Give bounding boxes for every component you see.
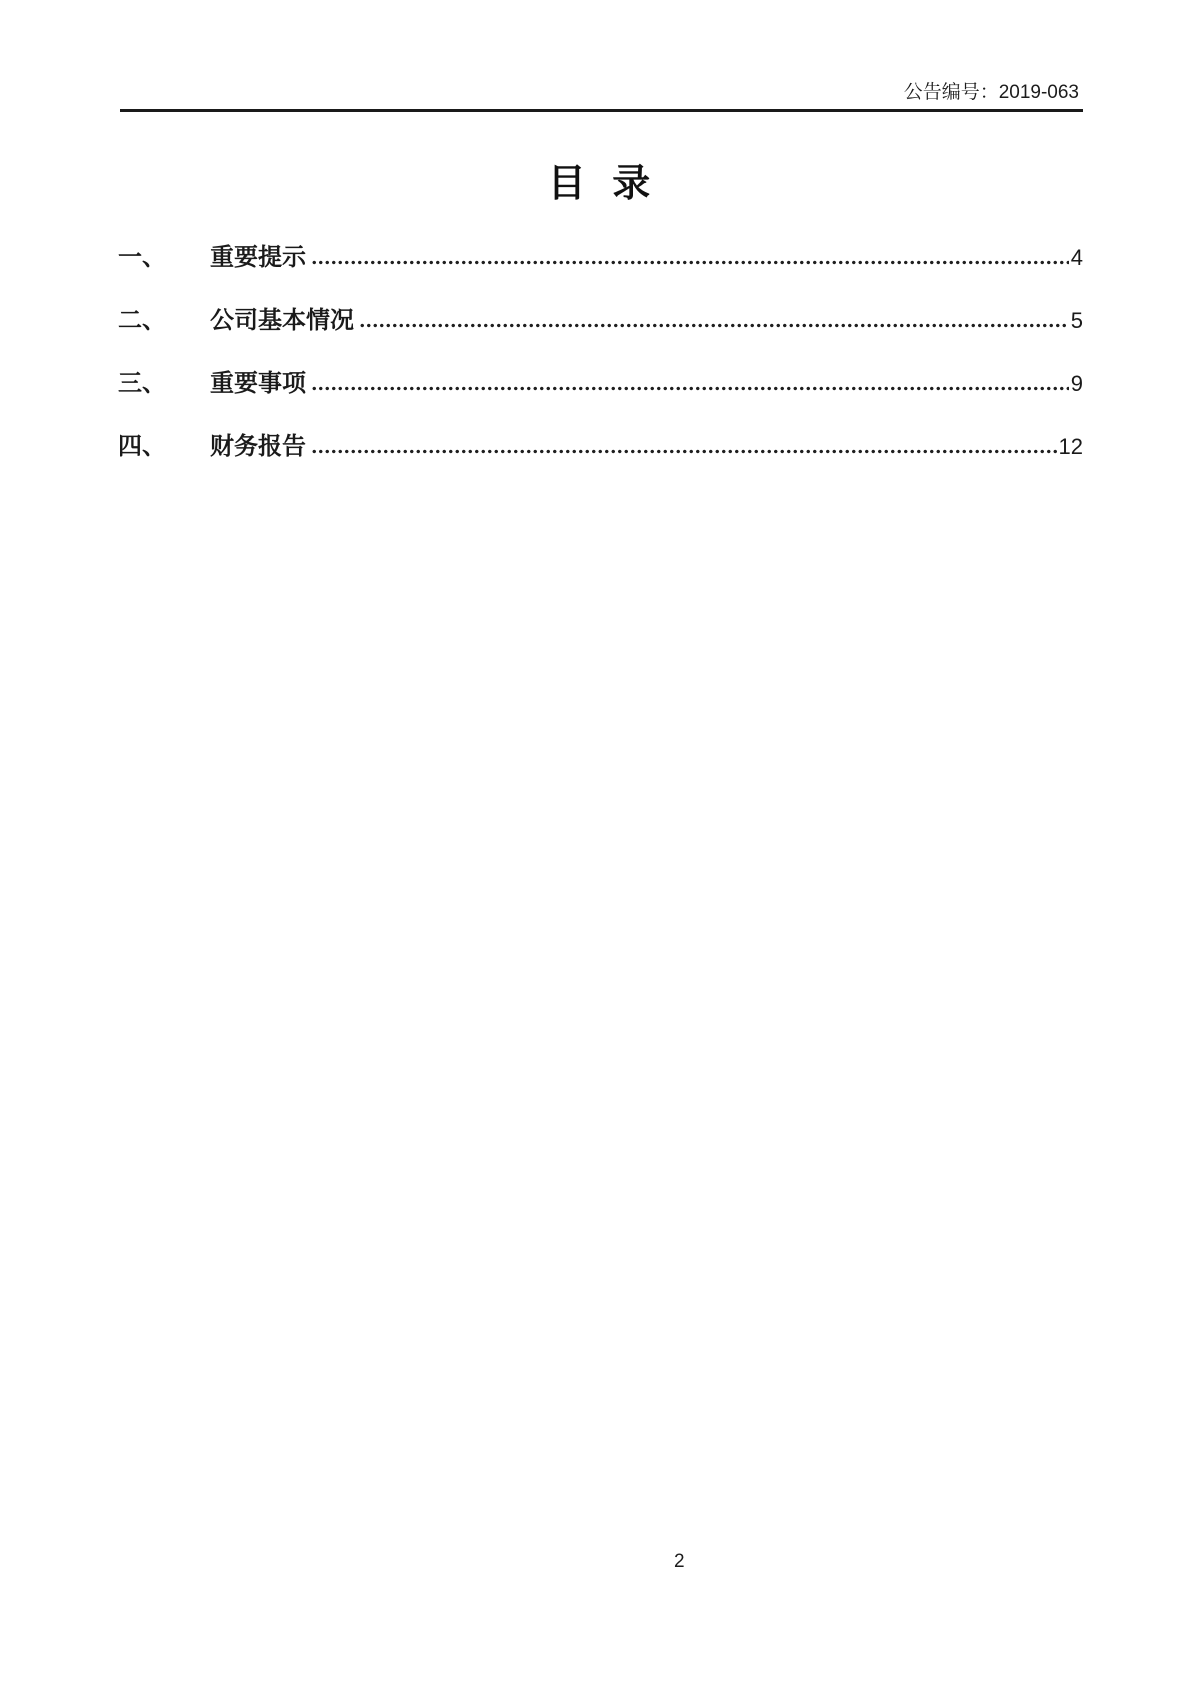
- toc-entry[interactable]: [118, 370, 1083, 398]
- toc-title: 目 录: [547, 163, 653, 205]
- toc-entry[interactable]: [118, 244, 1083, 272]
- toc-entry-label: 财务报告: [210, 433, 306, 460]
- toc-entry-label: 重要提示: [210, 244, 306, 271]
- dot-leader: [311, 449, 1057, 454]
- dot-leader: [311, 260, 1069, 265]
- toc-entry-page: 4: [1070, 245, 1083, 270]
- dot-leader: [311, 386, 1069, 391]
- toc-entry[interactable]: [118, 307, 1083, 335]
- toc-entry-label: 重要事项: [210, 370, 306, 397]
- announcement-number: 公告编号：2019-063: [903, 82, 1079, 103]
- toc-entry-number: 四、: [118, 433, 166, 460]
- toc-entry-page: 9: [1070, 371, 1083, 396]
- dot-leader: [359, 323, 1069, 328]
- toc-entry-page: 12: [1058, 434, 1083, 459]
- toc-entry-number: 二、: [118, 307, 166, 334]
- toc-entry-number: 一、: [118, 244, 166, 271]
- header-divider: [120, 109, 1083, 112]
- toc-entry-number: 三、: [118, 370, 166, 397]
- toc-entry[interactable]: [118, 433, 1083, 461]
- toc-entry-label: 公司基本情况: [210, 307, 354, 334]
- page-number: 2: [674, 1551, 685, 1572]
- toc-entry-page: 5: [1070, 308, 1083, 333]
